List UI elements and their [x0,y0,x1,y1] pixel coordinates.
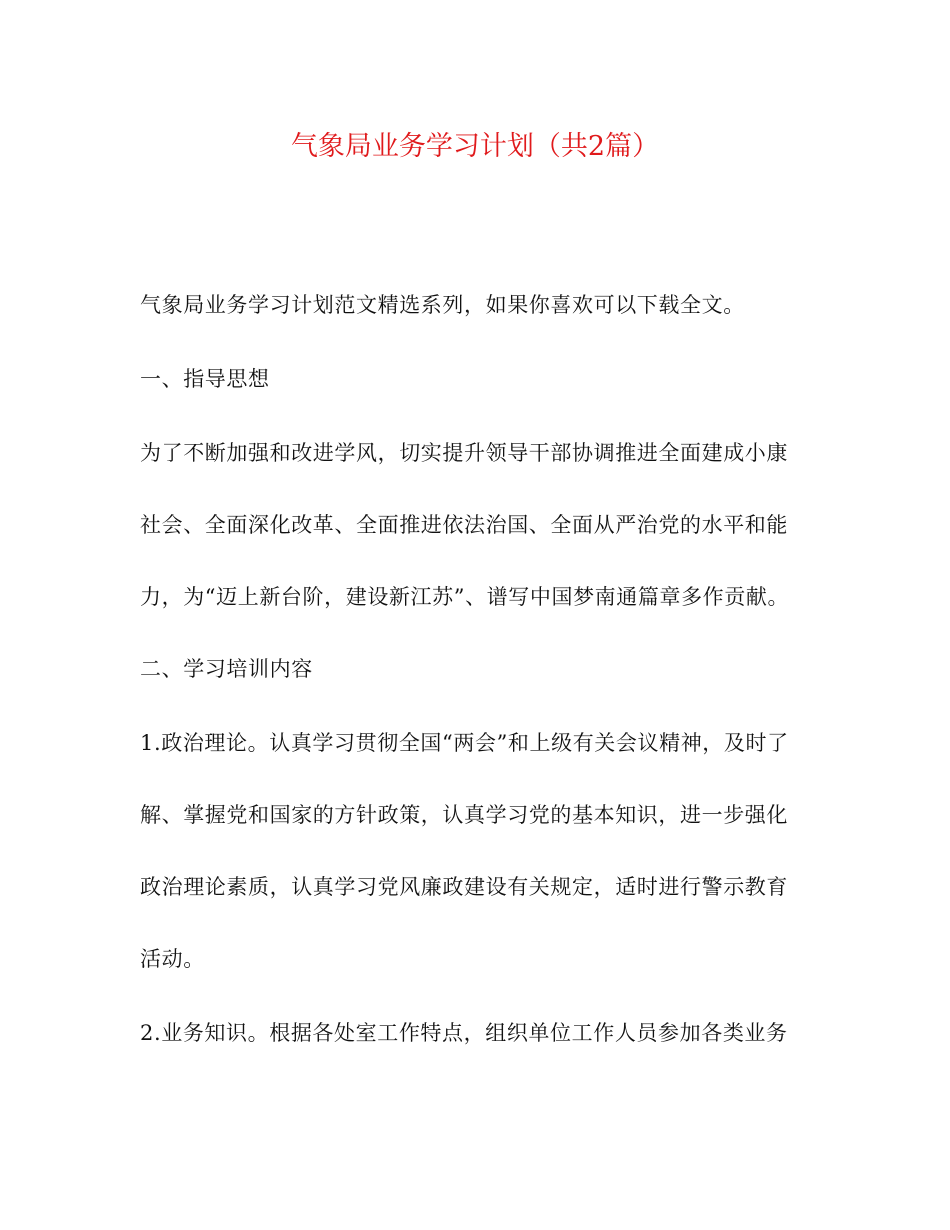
paragraph-line: 2.业务知识。根据各处室工作特点，组织单位工作人员参加各类业务 [140,1021,788,1045]
paragraph-line: 政治理论素质，认真学习党风廉政建设有关规定，适时进行警示教育 [140,875,788,899]
paragraph-line: 社会、全面深化改革、全面推进依法治国、全面从严治党的水平和能 [140,513,788,537]
section-heading-training-content: 二、学习培训内容 [140,657,313,681]
section-heading-guiding-ideology: 一、指导思想 [140,367,270,391]
paragraph-line: 解、掌握党和国家的方针政策，认真学习党的基本知识，进一步强化 [140,803,788,827]
paragraph-line: 1.政治理论。认真学习贯彻全国“两会”和上级有关会议精神，及时了 [140,731,789,755]
intro-paragraph: 气象局业务学习计划范文精选系列，如果你喜欢可以下载全文。 [140,293,745,317]
paragraph-line: 活动。 [140,947,205,971]
document-title: 气象局业务学习计划（共2篇） [290,131,660,162]
paragraph-line: 为了不断加强和改进学风，切实提升领导干部协调推进全面建成小康 [140,441,788,465]
paragraph-line: 力，为“迈上新台阶，建设新江苏”、谱写中国梦南通篇章多作贡献。 [140,585,790,609]
